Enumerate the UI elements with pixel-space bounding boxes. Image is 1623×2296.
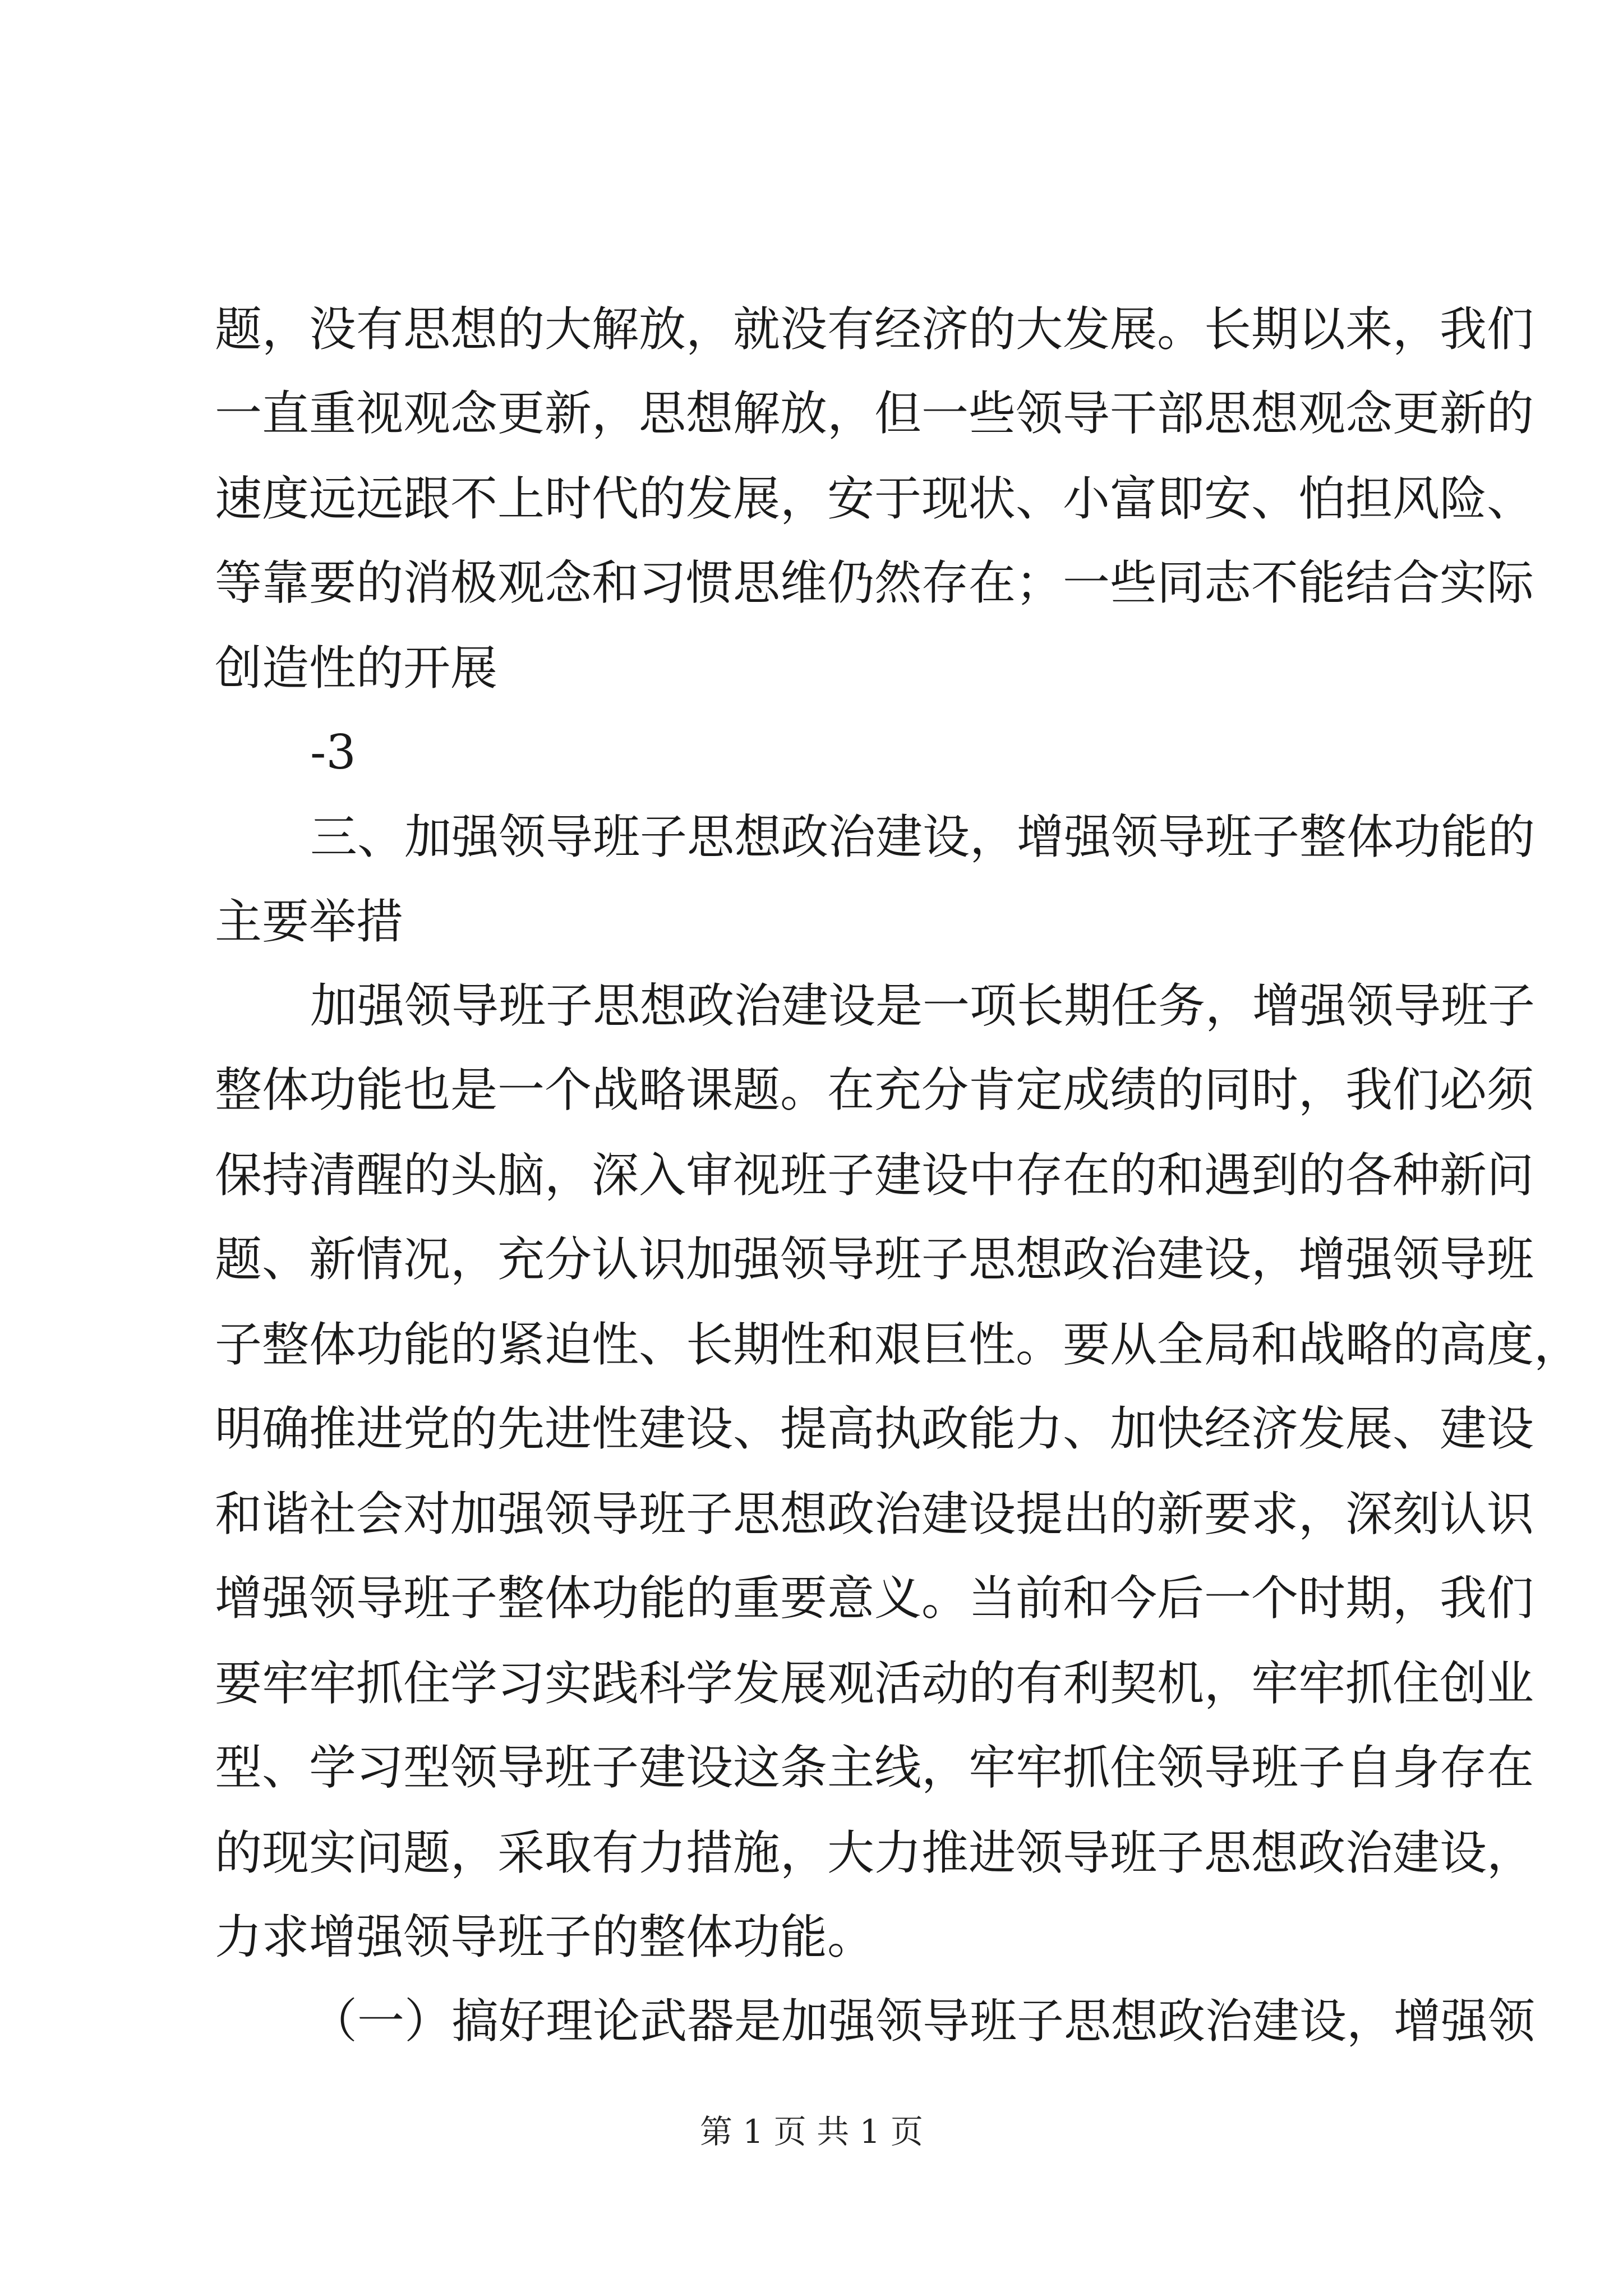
paragraph-line: 保持清醒的头脑，深入审视班子建设中存在的和遇到的各种新问 <box>215 1148 1534 1203</box>
page-marker: -3 <box>310 725 356 780</box>
paragraph-line: 加强领导班子思想政治建设是一项长期任务，增强领导班子 <box>310 978 1536 1033</box>
paragraph-line: 题，没有思想的大解放，就没有经济的大发展。长期以来，我们 <box>215 302 1534 357</box>
paragraph-line: 明确推进党的先进性建设、提高执政能力、加快经济发展、建设 <box>215 1401 1534 1456</box>
paragraph-line: 型、学习型领导班子建设这条主线，牢牢抓住领导班子自身存在 <box>215 1740 1534 1795</box>
paragraph-line: 和谐社会对加强领导班子思想政治建设提出的新要求，深刻认识 <box>215 1487 1534 1542</box>
section-heading: 三、加强领导班子思想政治建设，增强领导班子整体功能的 <box>310 809 1536 864</box>
paragraph-line: 整体功能也是一个战略课题。在充分肯定成绩的同时，我们必须 <box>215 1062 1534 1117</box>
paragraph-line: 增强领导班子整体功能的重要意义。当前和今后一个时期，我们 <box>215 1571 1534 1626</box>
paragraph-line: 等靠要的消极观念和习惯思维仍然存在；一些同志不能结合实际 <box>215 555 1534 610</box>
paragraph-line: 题、新情况，充分认识加强领导班子思想政治建设，增强领导班 <box>215 1232 1534 1287</box>
paragraph-line: 一直重视观念更新，思想解放，但一些领导干部思想观念更新的 <box>215 386 1534 441</box>
paragraph-line: 速度远远跟不上时代的发展，安于现状、小富即安、怕担风险、 <box>215 471 1534 526</box>
subsection-heading: （一）搞好理论武器是加强领导班子思想政治建设，增强领 <box>310 1994 1536 2049</box>
page-footer: 第 1 页 共 1 页 <box>700 2113 923 2151</box>
paragraph-line: 要牢牢抓住学习实践科学发展观活动的有利契机，牢牢抓住创业 <box>215 1656 1534 1711</box>
section-heading-cont: 主要举措 <box>215 894 404 949</box>
paragraph-line: 的现实问题，采取有力措施，大力推进领导班子思想政治建设， <box>215 1825 1534 1880</box>
paragraph-line: 创造性的开展 <box>215 641 498 696</box>
paragraph-line: 子整体功能的紧迫性、长期性和艰巨性。要从全局和战略的高度， <box>215 1317 1581 1372</box>
paragraph-line: 力求增强领导班子的整体功能。 <box>215 1910 875 1964</box>
